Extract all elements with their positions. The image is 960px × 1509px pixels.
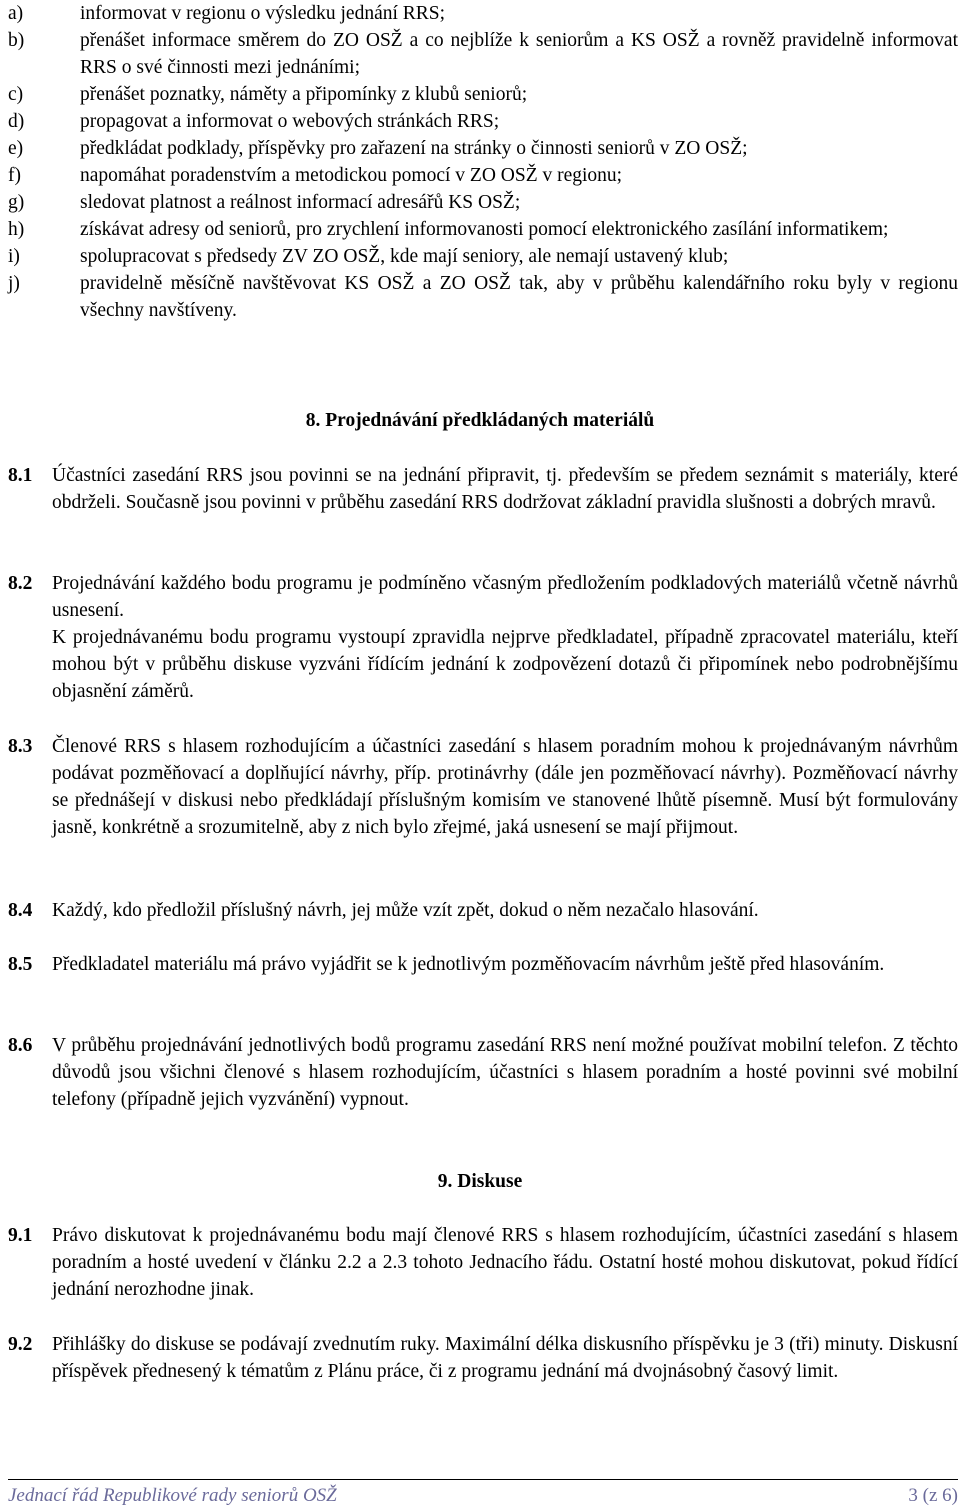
list-item: c) přenášet poznatky, náměty a připomínky z klubů seniorů; [8, 84, 528, 105]
clause-8-3: 8.3 Členové RRS s hlasem rozhodujícím a účastníci zasedání s hlasem poradním mohou k projednávaným návrhům podávat pozměňovací a doplňující návrhy, příp. protinávrhy (dále jen pozměňovací návrhy). Pozměňovací návrhy se přednášejí v diskusi nebo předkládají příslušným komisím ve stanovené lhůtě písemně. Musí být formulovány jasně, konkrétně a srozumitelně, aby z nich bylo zřejmé, jaká usnesení se mají přijmout. [8, 736, 958, 838]
clause-8-1: 8.1 Účastníci zasedání RRS jsou povinni se na jednání připravit, tj. především se předem seznámit s materiály, které obdrželi. Současně jsou povinni v průběhu zasedání RRS dodržovat základní pravidla slušnosti a dobrých mravů. [8, 465, 958, 513]
clause-9-1: 9.1 Právo diskutovat k projednávanému bodu mají členové RRS s hlasem rozhodujícím, účastníci zasedání s hlasem poradním a hosté uvedení v článku 2.2 a 2.3 tohoto Jednacího řádu. Ostatní hosté mohou diskutovat, pokud řídící jednání nerozhodne jinak. [8, 1225, 958, 1300]
list-item: e) předkládat podklady, příspěvky pro zařazení na stránky o činnosti seniorů v ZO OSŽ; [8, 138, 748, 159]
list-item: f) napomáhat poradenstvím a metodickou pomocí v ZO OSŽ v regionu; [8, 165, 623, 186]
clause-8-6: 8.6 V průběhu projednávání jednotlivých bodů programu zasedání RRS není možné používat mobilní telefon. Z těchto důvodů jsou všichni členové s hlasem rozhodujícím, účastníci s hlasem poradním a hosté povinni své mobilní telefony (případně jejich vyzvánění) vypnout. [8, 1035, 958, 1110]
clause-8-5: 8.5 Předkladatel materiálu má právo vyjádřit se k jednotlivým pozměňovacím návrhům ještě před hlasováním. [8, 954, 885, 975]
list-item: j) pravidelně měsíčně navštěvovat KS OSŽ a ZO OSŽ tak, aby v průběhu kalendářního roku byly v regionu všechny navštíveny. [8, 273, 958, 321]
clause-8-2: 8.2 Projednávání každého bodu programu je podmíněno včasným předložením podkladových materiálů včetně návrhů usnesení. K projednávanému bodu programu vystoupí zpravidla nejprve předkladatel, případně zpracovatel materiálu, kteří mohou být v průběhu diskuse vyzváni řídícím jednání k zodpovězení dotazů či připomínek nebo podrobnějšímu objasnění záměrů. [8, 573, 958, 702]
list-item: h) získávat adresy od seniorů, pro zrychlení informovanosti pomocí elektronického zasílání informatikem; [8, 219, 889, 240]
list-item: g) sledovat platnost a reálnost informací adresářů KS OSŽ; [8, 192, 521, 213]
list-item: d) propagovat a informovat o webových stránkách RRS; [8, 111, 500, 132]
list-item: b) přenášet informace směrem do ZO OSŽ a co nejblíže k seniorům a KS OSŽ a rovněž pravidelně informovat RRS o své činnosti mezi jednáními; [8, 30, 958, 78]
section-heading-8: 8. Projednávání předkládaných materiálů [305, 410, 655, 431]
section-heading-9: 9. Diskuse [437, 1171, 523, 1192]
page-number: 3 (z 6) [908, 1485, 958, 1506]
footer-title: Jednací řád Republikové rady seniorů OSŽ [8, 1485, 337, 1506]
clause-9-2: 9.2 Přihlášky do diskuse se podávají zvednutím ruky. Maximální délka diskusního příspěvku je 3 (tři) minuty. Diskusní příspěvek přednesený k tématům z Plánu práce, či z programu jednání má dvojnásobný časový limit. [8, 1334, 958, 1382]
page-footer [8, 1479, 958, 1504]
list-item: a) informovat v regionu o výsledku jednání RRS; [8, 3, 446, 24]
list-item: i) spolupracovat s předsedy ZV ZO OSŽ, kde mají seniory, ale nemají ustavený klub; [8, 246, 729, 267]
clause-8-4: 8.4 Každý, kdo předložil příslušný návrh, jej může vzít zpět, dokud o něm nezačalo hlasování. [8, 900, 759, 921]
duty-list [8, 0, 958, 324]
